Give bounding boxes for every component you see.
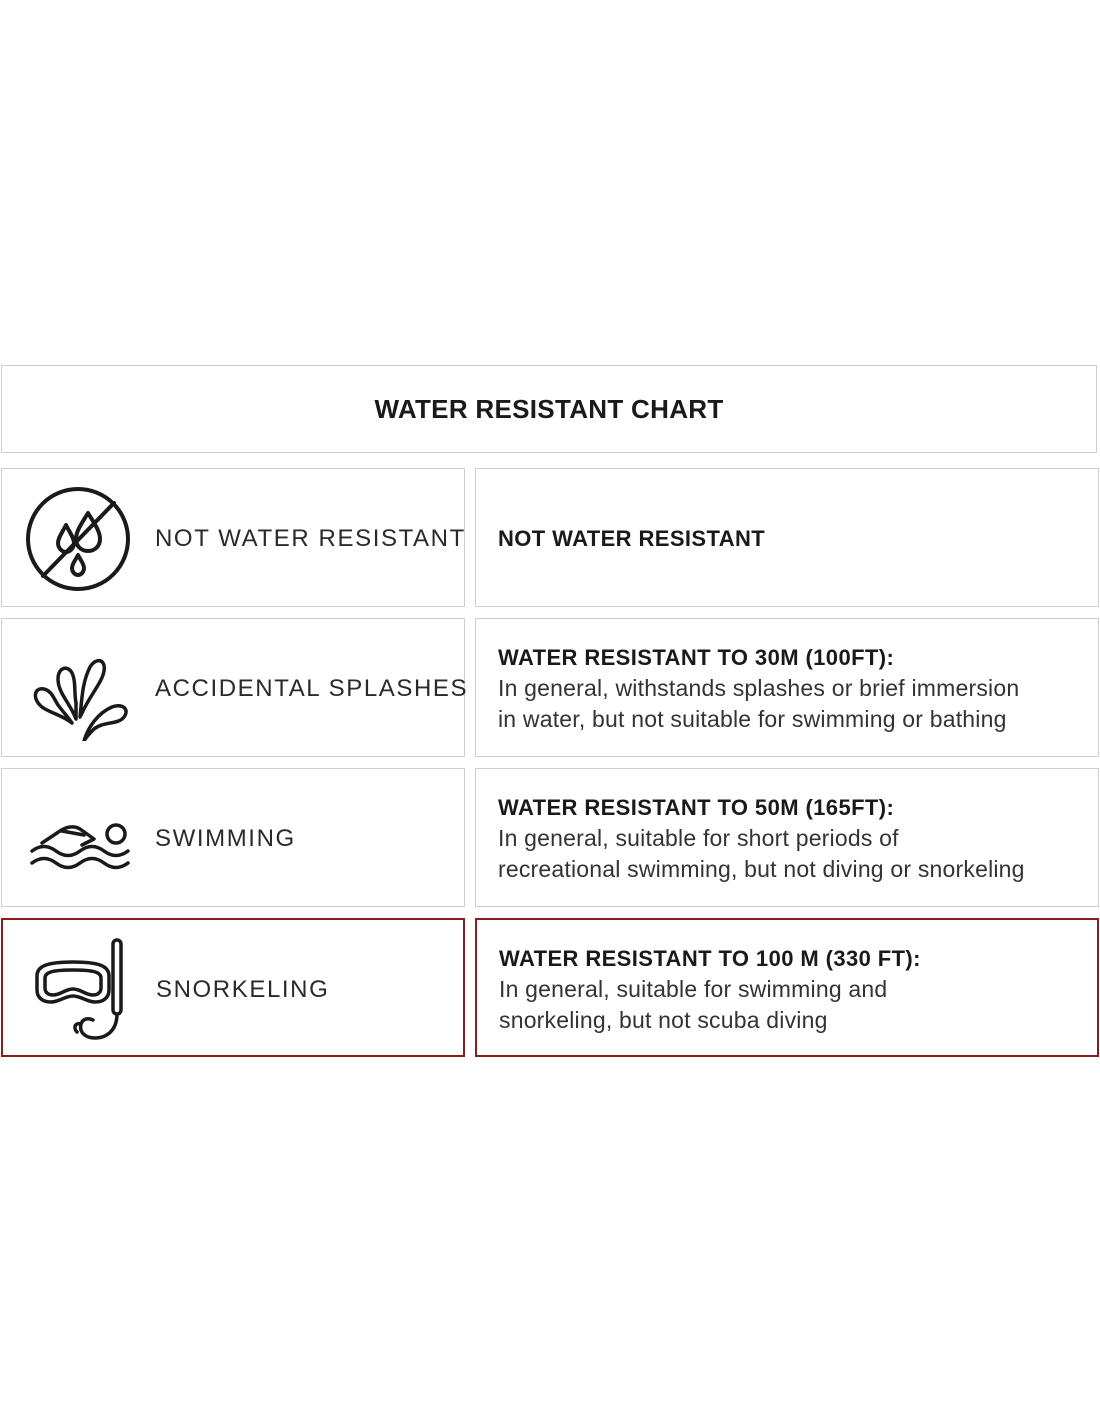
splash-icon bbox=[24, 637, 134, 741]
chart-title-box bbox=[1, 365, 1097, 453]
row-description-line: snorkeling, but not scuba diving bbox=[499, 1007, 828, 1033]
no-water-drops-icon bbox=[24, 487, 134, 591]
row-description-cell bbox=[475, 768, 1099, 907]
row-category-label: SWIMMING bbox=[155, 824, 296, 852]
chart-title: WATER RESISTANT CHART bbox=[374, 393, 724, 424]
row-description-line: In general, suitable for swimming and bbox=[499, 976, 888, 1002]
row-category-label: NOT WATER RESISTANT bbox=[155, 524, 466, 552]
swimmer-icon bbox=[24, 787, 134, 891]
chart-row-snorkeling bbox=[0, 918, 1100, 1057]
row-description-line: in water, but not suitable for swimming or bathing bbox=[498, 706, 1007, 732]
snorkel-mask-icon bbox=[25, 938, 135, 1042]
row-description-line: recreational swimming, but not diving or snorkeling bbox=[498, 856, 1025, 882]
row-rating-heading: NOT WATER RESISTANT bbox=[498, 526, 766, 551]
row-description-line: In general, withstands splashes or brief immersion bbox=[498, 675, 1020, 701]
chart-row-accidental-splashes bbox=[0, 618, 1100, 757]
row-rating-heading: WATER RESISTANT TO 30M (100FT): bbox=[498, 645, 895, 670]
row-category-label: ACCIDENTAL SPLASHES bbox=[155, 674, 469, 702]
row-category-label: SNORKELING bbox=[156, 975, 330, 1003]
row-category-cell bbox=[1, 618, 469, 757]
row-rating-heading: WATER RESISTANT TO 50M (165FT): bbox=[498, 795, 895, 820]
row-category-cell bbox=[1, 768, 465, 907]
row-description-line: In general, suitable for short periods of bbox=[498, 825, 899, 851]
row-description-cell bbox=[475, 468, 1099, 607]
row-category-cell bbox=[1, 918, 465, 1057]
row-description-cell bbox=[475, 618, 1099, 757]
chart-row-swimming bbox=[0, 768, 1100, 907]
chart-row-not-water-resistant bbox=[0, 468, 1100, 607]
row-category-cell bbox=[1, 468, 465, 607]
row-rating-heading: WATER RESISTANT TO 100 M (330 FT): bbox=[499, 946, 921, 971]
row-description-cell bbox=[475, 918, 1099, 1057]
